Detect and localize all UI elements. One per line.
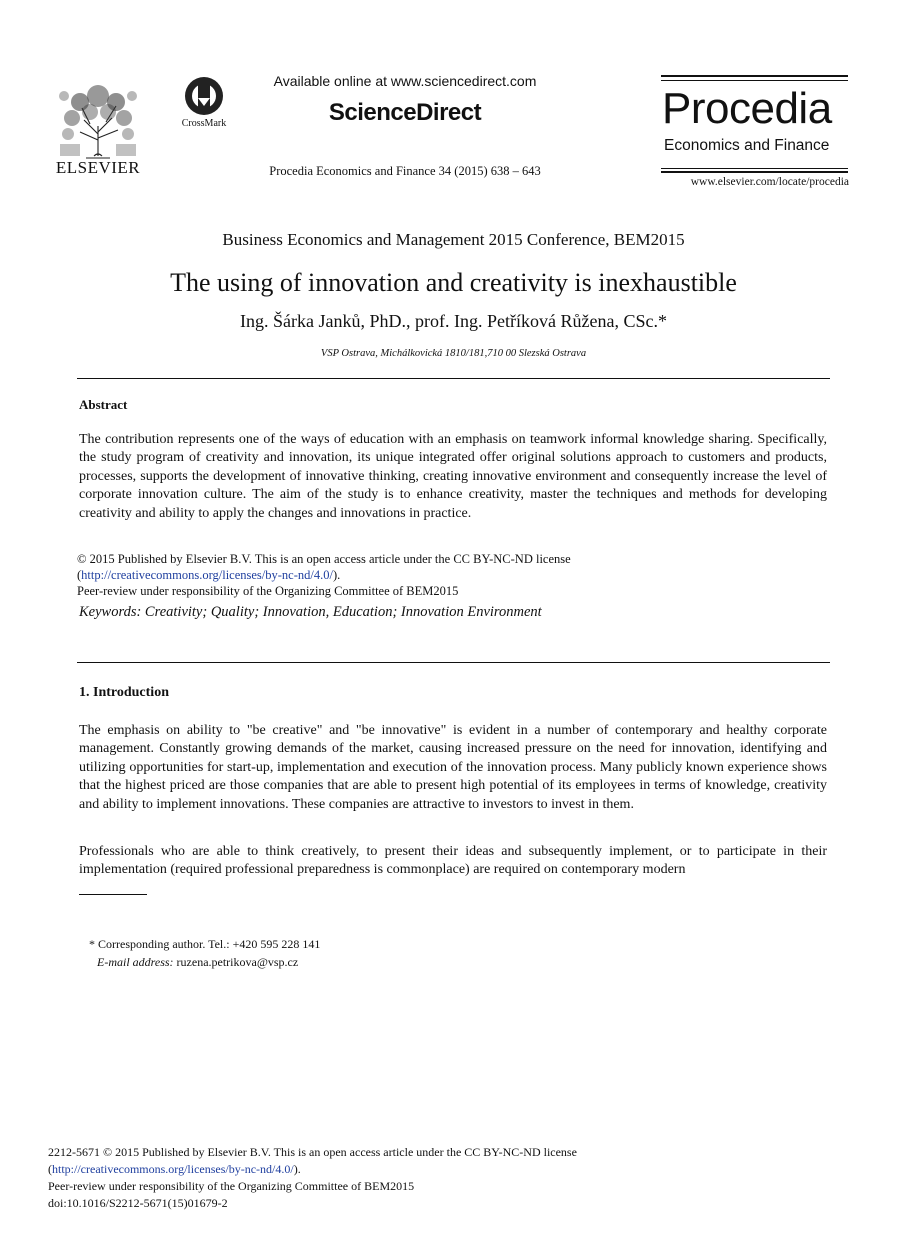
license-statement: © 2015 Published by Elsevier B.V. This is an open access article under the CC BY-NC-ND license [77, 552, 571, 566]
footer-peer-review: Peer-review under responsibility of the Organizing Committee of BEM2015 [48, 1179, 415, 1193]
journal-citation: Procedia Economics and Finance 34 (2015) 638 – 643 [269, 164, 541, 178]
available-online-text[interactable]: Available online at www.sciencedirect.com [273, 73, 537, 89]
conference-name: Business Economics and Management 2015 Conference, BEM2015 [222, 230, 685, 249]
footer-license-statement: 2212-5671 © 2015 Published by Elsevier B.V. This is an open access article under the CC BY-NC-ND license [48, 1145, 577, 1159]
footer-doi[interactable]: doi:10.1016/S2212-5671(15)01679-2 [48, 1196, 228, 1210]
procedia-subtitle: Economics and Finance [664, 137, 830, 154]
abstract-heading: Abstract [79, 397, 128, 412]
keywords-list: Creativity; Quality; Innovation, Education; Innovation Environment [144, 604, 542, 620]
procedia-url-link[interactable]: www.elsevier.com/locate/procedia [690, 176, 849, 188]
footer-license-link-line [48, 1161, 301, 1177]
footer-paren-close: ). [293, 1162, 301, 1176]
paper-title: The using of innovation and creativity is inexhaustible [170, 268, 737, 297]
keywords-line [79, 604, 542, 621]
introduction-paragraph: Professionals who are able to think creatively, to present their ideas and subsequently implement, or to participate in their implementation (required professional preparedness is commonplace) are required on contemporary modern [79, 844, 827, 878]
author-affiliation: VSP Ostrava, Michálkovická 1810/181,710 00 Slezská Ostrava [320, 348, 587, 359]
email-label: E-mail address: [97, 955, 174, 969]
procedia-rule [661, 75, 848, 77]
abstract-text: The contribution represents one of the ways of education with an emphasis on teamwork informal knowledge sharing. Specifically, the study program of creativity and innovation, its unique integrated offer original solutions approach to customers and products, processes, supports the development of innovative thinking, creating innovative environment and consequently increase the level of corporate innovation culture. The aim of the study is to enhance creativity, master the techniques and methods for developing creativity and ability to apply the changes and innovations in practice. [79, 432, 827, 521]
footnote-rule [79, 894, 147, 895]
paper-authors: Ing. Šárka Janků, PhD., prof. Ing. Petříková Růžena, CSc.* [240, 311, 667, 331]
sciencedirect-wordmark: ScienceDirect [328, 99, 482, 126]
introduction-heading: 1. Introduction [79, 685, 169, 700]
license-paren-close: ). [332, 568, 341, 582]
procedia-rule [661, 168, 848, 169]
procedia-rule [661, 80, 848, 81]
crossmark-wordmark: CrossMark [181, 118, 227, 129]
license-url-link[interactable]: http://creativecommons.org/licenses/by-nc-nd/4.0/ [81, 568, 333, 582]
introduction-paragraph: The emphasis on ability to "be creative" and "be innovative" is evident in a number of contemporary and healthy corporate management. Constantly growing demands of the market, causing increased pressure on the need for innovation, identifying and utilizing opportunities for start-up, implementation and execution of the innovation process. Many publicly known experience shows that the highest priced are those companies that are able to present high potential of its employees in terms of knowledge, creativity and ability to implement innovations. These companies are attractive to investors to invest in them. [79, 723, 827, 812]
corresponding-author-note: * Corresponding author. Tel.: +420 595 228 141 [89, 937, 321, 951]
footer-license-url-link[interactable]: http://creativecommons.org/licenses/by-nc-nd/4.0/ [52, 1162, 294, 1176]
keywords-label: Keywords: [79, 604, 142, 620]
peer-review-statement: Peer-review under responsibility of the Organizing Committee of BEM2015 [77, 584, 459, 598]
section-divider [77, 378, 830, 379]
elsevier-wordmark: ELSEVIER [55, 158, 141, 177]
procedia-rule [661, 171, 848, 173]
footer-paren-open: ( [48, 1162, 52, 1176]
email-note [97, 955, 298, 970]
license-link-line [77, 567, 340, 583]
procedia-wordmark: Procedia [662, 84, 832, 133]
section-divider [77, 662, 830, 663]
license-paren-open: ( [77, 568, 82, 582]
email-address-link[interactable]: ruzena.petrikova@vsp.cz [176, 955, 299, 969]
